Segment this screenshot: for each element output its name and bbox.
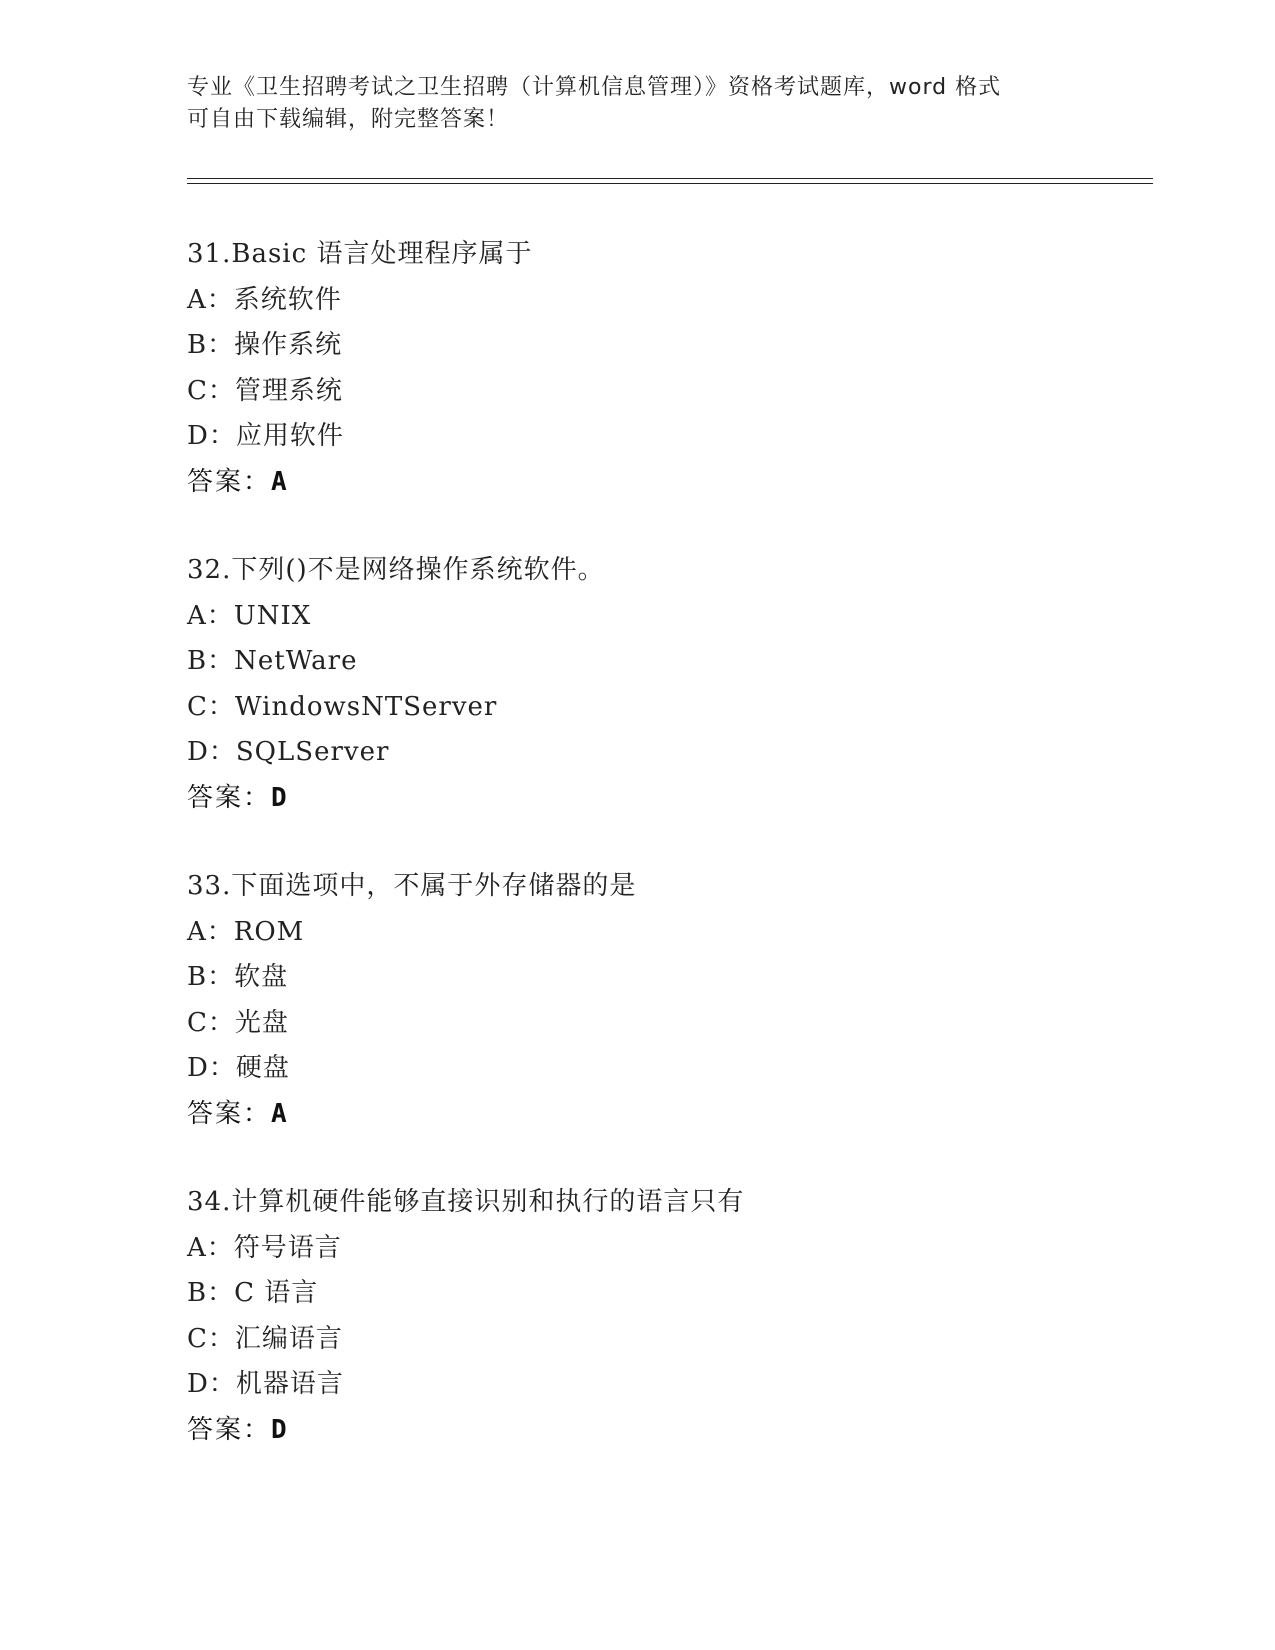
option-b	[187, 323, 1147, 369]
answer-line	[187, 1408, 1147, 1454]
option-b	[187, 955, 1147, 1001]
question-31	[187, 232, 1147, 505]
option-text: NetWare	[234, 646, 358, 676]
option-text: C 语言	[234, 1278, 319, 1308]
option-text: 应用软件	[235, 421, 344, 451]
option-c	[187, 1001, 1147, 1047]
answer-value: A	[271, 466, 287, 497]
option-c	[187, 1317, 1147, 1363]
option-letter: B：	[187, 1278, 235, 1308]
option-text: 系统软件	[233, 284, 342, 315]
option-text: WindowsNTServer	[234, 691, 498, 722]
option-b	[187, 639, 1147, 685]
option-letter: C：	[187, 1007, 235, 1038]
option-letter: C：	[187, 1323, 235, 1354]
option-letter: D：	[187, 421, 236, 451]
option-a	[187, 594, 1147, 640]
header-line-2: 可自由下载编辑，附完整答案！	[187, 107, 510, 132]
option-text: 软盘	[234, 962, 289, 992]
option-text: SQLServer	[235, 737, 390, 767]
option-text: 操作系统	[234, 330, 343, 360]
option-d	[187, 414, 1147, 460]
option-letter: A：	[187, 284, 234, 315]
option-letter: B：	[187, 962, 235, 992]
option-letter: A：	[187, 600, 234, 631]
header-divider-bottom	[187, 183, 1153, 184]
option-d	[187, 730, 1147, 776]
answer-value: A	[271, 1098, 287, 1129]
question-33	[187, 864, 1147, 1137]
option-letter: D：	[187, 737, 236, 767]
question-34	[187, 1180, 1147, 1453]
answer-value: D	[271, 782, 287, 813]
option-text: 汇编语言	[234, 1323, 343, 1354]
option-letter: C：	[187, 375, 235, 406]
option-letter: C：	[187, 691, 235, 722]
option-d	[187, 1362, 1147, 1408]
option-letter: D：	[187, 1053, 236, 1083]
answer-label: 答案：	[187, 782, 272, 813]
option-text: UNIX	[233, 600, 312, 631]
document-header	[187, 72, 1087, 136]
option-text: 光盘	[234, 1007, 289, 1038]
answer-label: 答案：	[187, 466, 272, 497]
option-letter: B：	[187, 330, 235, 360]
answer-value: D	[271, 1414, 287, 1445]
option-text: ROM	[233, 916, 305, 947]
option-letter: A：	[187, 916, 234, 947]
option-letter: D：	[187, 1369, 236, 1399]
option-letter: A：	[187, 1232, 234, 1263]
option-a	[187, 1226, 1147, 1272]
question-stem: 33.下面选项中，不属于外存储器的是	[187, 871, 637, 901]
header-line-1: 专业《卫生招聘考试之卫生招聘（计算机信息管理）》资格考试题库，word 格式	[187, 75, 1002, 100]
header-divider-top	[187, 178, 1153, 179]
option-text: 符号语言	[233, 1232, 342, 1263]
question-stem: 34.计算机硬件能够直接识别和执行的语言只有	[187, 1187, 745, 1217]
question-32	[187, 548, 1147, 821]
option-text: 机器语言	[235, 1369, 344, 1399]
answer-line	[187, 460, 1147, 506]
option-d	[187, 1046, 1147, 1092]
option-a	[187, 278, 1147, 324]
option-b	[187, 1271, 1147, 1317]
question-stem: 32.下列()不是网络操作系统软件。	[187, 555, 605, 585]
option-text: 管理系统	[234, 375, 343, 406]
option-c	[187, 369, 1147, 415]
option-text: 硬盘	[235, 1053, 290, 1083]
answer-label: 答案：	[187, 1414, 272, 1445]
answer-line	[187, 776, 1147, 822]
option-c	[187, 685, 1147, 731]
question-stem: 31.Basic 语言处理程序属于	[187, 239, 533, 269]
option-a	[187, 910, 1147, 956]
answer-label: 答案：	[187, 1098, 272, 1129]
option-letter: B：	[187, 646, 235, 676]
answer-line	[187, 1092, 1147, 1138]
